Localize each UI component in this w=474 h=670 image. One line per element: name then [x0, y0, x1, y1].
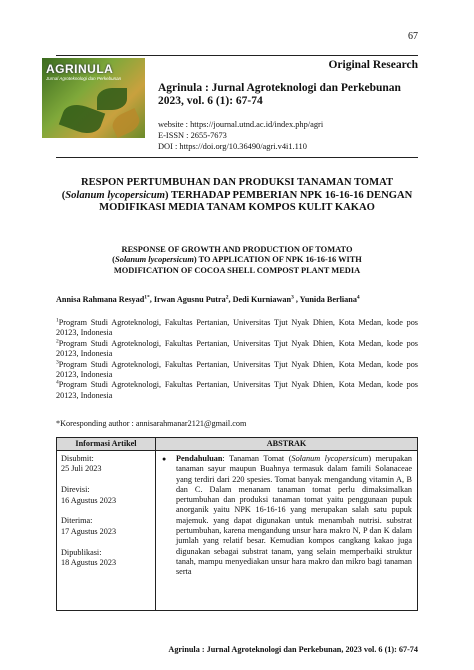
- logo-wordmark: AGRINULA: [46, 62, 114, 76]
- affiliation-item: $^2$Program Studi Agroteknologi, Fakultas Pertanian, Universitas Tjut Nyak Dhien, Kota Medan, kode pos 20123, Indonesia: [56, 338, 418, 359]
- abstract-header: ABSTRAK: [156, 438, 418, 451]
- info-label-accepted: Diterima:: [61, 516, 93, 526]
- affiliation-item: $^3$Program Studi Agroteknologi, Fakultas Pertanian, Universitas Tjut Nyak Dhien, Kota Medan, kode pos 20123, Indonesia: [56, 358, 418, 380]
- title-species: Solanum lycopersicum: [114, 255, 194, 265]
- journal-doi[interactable]: DOI : https://doi.org/10.36490/agri.v4i1.110: [158, 142, 307, 151]
- info-label-published: Dipublikasi:: [61, 547, 102, 557]
- article-info-cell: [57, 451, 156, 611]
- title-line: RESPON PERTUMBUHAN DAN PRODUKSI TANAMAN TOMAT: [80, 177, 394, 188]
- article-info-header: Informasi Artikel: [57, 438, 156, 451]
- author: Yunida Berliana$^4$: [299, 294, 360, 304]
- logo-leaf-shape: [109, 108, 143, 138]
- journal-website[interactable]: website : https://journal.utnd.ac.id/index.php/agri: [158, 120, 324, 129]
- info-date-revised: 16 Agustus 2023: [61, 495, 117, 505]
- title-line: MODIFIKASI MEDIA TANAM KOMPOS KULIT KAKAO: [99, 202, 375, 214]
- journal-title-line: Agrinula : Jurnal Agroteknologi dan Perkebunan: [158, 82, 401, 94]
- title-line: RESPONSE OF GROWTH AND PRODUCTION OF TOMATO: [121, 245, 353, 254]
- author: Irwan Agusnu Putra$^2$,: [153, 294, 233, 304]
- title-line: [56, 255, 418, 265]
- info-date-accepted: 17 Agustus 2023: [61, 526, 117, 536]
- title-paren: (: [112, 255, 115, 265]
- info-date-submitted: 25 Juli 2023: [61, 464, 102, 474]
- article-info-table: [56, 437, 418, 611]
- journal-links: [158, 119, 323, 152]
- title-paren: (: [61, 189, 66, 201]
- title-species: Solanum lycopersicum: [65, 189, 165, 201]
- info-label-submitted: Disubmit:: [61, 454, 94, 463]
- affiliations: [56, 318, 418, 401]
- title-line: [56, 190, 418, 203]
- title-text: ) TERHADAP PEMBERIAN NPK 16-16-16 DENGAN: [165, 189, 413, 201]
- logo-leaf-shape: [97, 88, 127, 110]
- journal-eissn: E-ISSN : 2655-7673: [158, 131, 227, 140]
- corresponding-author[interactable]: *Koresponding author : annisarahmanar2121@gmail.com: [56, 419, 247, 428]
- journal-title: [158, 82, 428, 108]
- journal-logo: [42, 58, 145, 138]
- author: Annisa Rahmana Resyad$^{1*}$,: [56, 294, 154, 304]
- article-type-label: Original Research: [328, 59, 418, 71]
- abstract-body: [160, 454, 412, 578]
- affiliation-item: $^4$Program Studi Agroteknologi, Fakultas Pertanian, Universitas Tjut Nyak Dhien, Kota Medan, kode pos 20123, Indonesia: [56, 379, 418, 400]
- page-number: 67: [408, 31, 418, 42]
- logo-subtitle: Jurnal Agroteknologi dan Perkebunan: [46, 76, 122, 81]
- author: Dedi Kurniawan$^3$ ,: [232, 294, 300, 304]
- affiliation-item: $^1$Program Studi Agroteknologi, Fakultas Pertanian, Universitas Tjut Nyak Dhien, Kota Medan, kode pos 20123, Indonesia: [56, 317, 418, 338]
- article-title-indonesian: [56, 177, 418, 215]
- bullet-icon: ●: [162, 455, 167, 463]
- abstract-species: Solanum lycopersicum: [291, 454, 369, 463]
- abstract-paragraph: Pendahuluan: Tanaman Tomat (Solanum lycopersicum) merupakan tanaman sayur maupun Buahnya termasuk dalam famili Solanaceae yang terdiri dari 220 spesies. Tomat banyak mengandung vitamin A, B dan C. Dalam menanam tanaman tomat perlu dimaksimalkan pertumbuhan dan produksi tanaman tomat yaitu penggunaan pupuk anorganik yaitu NPK 16-16-16 yang merupakan salah satu pupuk majemuk. yang dapat digunakan untuk menambah nutrisi. substrat pertumbuhan, karena mengandung unsur hara makro N, P dan K dalam jumlah yang relatif besar. Kemudian kompos cangkang kakao juga digunakan sebagai substrat tanam, yang selain memperbaiki struktur tanah, mampu menyediakan unsur hara makro dan mikro bagi tanaman serta: [176, 454, 412, 577]
- header-rule: [56, 55, 418, 56]
- article-title-english: [56, 245, 418, 276]
- abstract-cell: [156, 451, 418, 611]
- info-date-published: 18 Agustus 2023: [61, 558, 117, 568]
- title-text: ) TO APPLICATION OF NPK 16-16-16 WITH: [193, 255, 362, 265]
- title-rule: [56, 157, 418, 158]
- journal-volume-line: 2023, vol. 6 (1): 67-74: [158, 95, 263, 107]
- info-label-revised: Direvisi:: [61, 485, 90, 495]
- abstract-section-heading: Pendahuluan: [176, 454, 223, 463]
- author-list: [56, 295, 360, 304]
- page-footer: Agrinula : Jurnal Agroteknologi dan Perkebunan, 2023 vol. 6 (1): 67-74: [168, 645, 418, 654]
- title-line: MODIFICATION OF COCOA SHELL COMPOST PLANT MEDIA: [113, 265, 361, 275]
